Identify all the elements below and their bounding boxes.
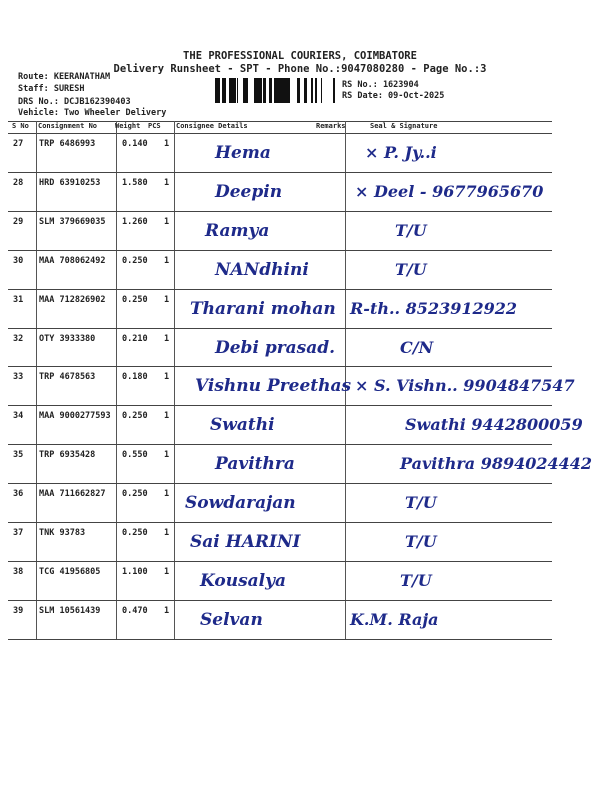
table-row xyxy=(8,172,552,210)
cell-pcs: 1 xyxy=(164,605,170,616)
cell-weight: 0.250 xyxy=(122,411,148,422)
barcode-bar xyxy=(311,78,313,103)
barcode-bar xyxy=(297,78,300,103)
cell-sno: 36 xyxy=(13,489,24,500)
cell-consignment-no: SLM 379669035 xyxy=(39,216,106,227)
barcode-bar xyxy=(222,78,225,103)
cell-sno: 27 xyxy=(13,139,24,149)
seal-signature: T/U xyxy=(395,259,427,279)
cell-weight: 0.180 xyxy=(122,372,148,383)
seal-signature: R-th.. 8523912922 xyxy=(350,298,517,318)
route-label: Route: KEERANATHAM xyxy=(18,72,111,82)
cell-consignment-no: OTY 3933380 xyxy=(39,333,96,344)
barcode-bar xyxy=(288,78,290,103)
rs-number: RS No.: 1623904 xyxy=(342,80,419,90)
cell-weight: 0.250 xyxy=(122,528,148,538)
cell-sno: 28 xyxy=(13,177,24,188)
barcode-bar xyxy=(304,78,307,103)
barcode-bar xyxy=(286,78,288,103)
table-row xyxy=(8,483,552,521)
consignee-handwritten-name: NANdhini xyxy=(215,259,309,280)
barcode-bar xyxy=(234,78,236,103)
col-weight: Weight xyxy=(115,122,141,130)
barcode-bar xyxy=(276,78,279,103)
barcode-bar xyxy=(254,78,256,103)
cell-pcs: 1 xyxy=(164,411,170,422)
cell-sno: 39 xyxy=(13,605,24,616)
cell-pcs: 1 xyxy=(164,294,170,305)
barcode-bar xyxy=(237,78,238,103)
consignee-handwritten-name: Sowdarajan xyxy=(185,493,296,514)
cell-sno: 29 xyxy=(13,216,24,227)
cell-consignment-no: TRP 6935428 xyxy=(39,450,96,461)
cell-weight: 0.250 xyxy=(122,489,148,500)
barcode-bar xyxy=(243,78,245,103)
cell-consignment-no: TRP 4678563 xyxy=(39,372,96,383)
table-row xyxy=(8,366,575,404)
seal-signature: × S. Vishn.. 9904847547 xyxy=(355,376,575,396)
barcode-bar xyxy=(245,78,246,103)
seal-signature: T/U xyxy=(400,570,432,590)
cell-consignment-no: MAA 9000277593 xyxy=(39,411,111,422)
barcode-bar xyxy=(229,78,231,103)
runsheet-title: THE PROFESSIONAL COURIERS, COIMBATORE xyxy=(183,50,417,62)
consignee-handwritten-name: Vishnu Preethas xyxy=(195,376,352,397)
barcode-bar xyxy=(231,78,234,103)
table-row xyxy=(8,444,593,482)
consignee-handwritten-name: Tharani mohan xyxy=(190,298,336,319)
table-row xyxy=(8,561,552,599)
barcode-bar xyxy=(282,78,283,103)
seal-signature: K.M. Raja xyxy=(350,609,439,629)
cell-weight: 1.100 xyxy=(122,566,148,577)
cell-consignment-no: TNK 93783 xyxy=(39,528,86,538)
barcode-bar xyxy=(279,78,282,103)
table-row xyxy=(8,328,552,366)
cell-weight: 1.580 xyxy=(122,177,148,188)
cell-weight: 0.250 xyxy=(122,294,148,305)
col-pcs: PCS xyxy=(148,122,161,130)
cell-sno: 37 xyxy=(13,528,24,538)
table-row xyxy=(8,289,552,327)
consignee-handwritten-name: Selvan xyxy=(200,609,263,630)
runsheet-subtitle: Delivery Runsheet - SPT - Phone No.:9047080280 - Page No.:3 xyxy=(113,63,487,75)
consignee-handwritten-name: Swathi xyxy=(210,415,275,436)
table-row xyxy=(8,211,552,249)
consignee-handwritten-name: Hema xyxy=(215,143,271,163)
cell-weight: 0.250 xyxy=(122,255,148,266)
cell-consignment-no: HRD 63910253 xyxy=(39,177,101,188)
barcode-bar xyxy=(283,78,286,103)
cell-pcs: 1 xyxy=(164,450,170,461)
cell-sno: 38 xyxy=(13,566,24,577)
barcode-bar xyxy=(315,78,316,103)
cell-sno: 31 xyxy=(13,294,24,305)
cell-pcs: 1 xyxy=(164,177,170,188)
consignee-handwritten-name: Pavithra xyxy=(215,454,295,475)
barcode-bar xyxy=(225,78,226,103)
rs-date: RS Date: 09-Oct-2025 xyxy=(342,91,445,101)
consignee-handwritten-name: Ramya xyxy=(205,220,270,241)
staff-label: Staff: SURESH xyxy=(18,84,85,94)
col-consignment: Consignment No xyxy=(38,122,98,130)
seal-signature: T/U xyxy=(405,532,437,551)
seal-signature: C/N xyxy=(400,337,434,357)
col-consignee: Consignee Details xyxy=(176,122,248,130)
cell-consignment-no: TRP 6486993 xyxy=(39,139,96,149)
barcode-image xyxy=(215,78,335,103)
barcode-bar xyxy=(333,78,335,103)
table-row xyxy=(8,600,552,638)
row-divider xyxy=(8,639,552,640)
cell-pcs: 1 xyxy=(164,216,170,227)
cell-weight: 0.550 xyxy=(122,450,148,461)
cell-pcs: 1 xyxy=(164,489,170,500)
table-row xyxy=(8,133,552,171)
barcode-bar xyxy=(217,78,219,103)
barcode-bar xyxy=(269,78,272,103)
barcode-bar xyxy=(321,78,322,103)
barcode-bar xyxy=(274,78,276,103)
seal-signature: Swathi 9442800059 xyxy=(405,415,583,435)
cell-sno: 30 xyxy=(13,255,24,266)
barcode-bar xyxy=(215,78,217,103)
drs-label: DRS No.: DCJB162390403 xyxy=(18,97,131,107)
barcode-bar xyxy=(246,78,248,103)
table-row xyxy=(8,250,552,288)
consignee-handwritten-name: Kousalya xyxy=(200,570,287,591)
cell-consignment-no: SLM 10561439 xyxy=(39,605,101,616)
barcode-bar xyxy=(259,78,262,103)
cell-pcs: 1 xyxy=(164,333,170,344)
cell-weight: 0.140 xyxy=(122,139,148,149)
cell-weight: 1.260 xyxy=(122,216,148,227)
cell-weight: 0.470 xyxy=(122,605,148,616)
cell-pcs: 1 xyxy=(164,255,170,266)
cell-pcs: 1 xyxy=(164,528,170,538)
cell-sno: 34 xyxy=(13,411,24,422)
table-row xyxy=(8,522,552,560)
vehicle-label: Vehicle: Two Wheeler Delivery xyxy=(18,108,167,118)
cell-consignment-no: MAA 711662827 xyxy=(39,489,106,500)
cell-sno: 32 xyxy=(13,333,24,344)
barcode-bar xyxy=(316,78,317,103)
seal-signature: Pavithra 9894024442 xyxy=(400,454,593,474)
seal-signature: T/U xyxy=(395,220,427,240)
seal-signature: × P. Jy..i xyxy=(365,143,437,162)
barcode-bar xyxy=(256,78,259,103)
cell-consignment-no: MAA 708062492 xyxy=(39,255,106,266)
cell-consignment-no: MAA 712826902 xyxy=(39,294,106,305)
consignee-handwritten-name: Deepin xyxy=(215,181,283,202)
cell-weight: 0.210 xyxy=(122,333,148,344)
consignee-handwritten-name: Debi prasad. xyxy=(215,337,336,358)
col-remarks: Remarks xyxy=(316,122,346,130)
cell-pcs: 1 xyxy=(164,372,170,383)
barcode-bar xyxy=(219,78,220,103)
barcode-bar xyxy=(263,78,266,103)
seal-signature: T/U xyxy=(405,493,437,513)
col-sno: S No xyxy=(12,122,29,130)
consignee-handwritten-name: Sai HARINI xyxy=(190,532,301,552)
table-row xyxy=(8,405,583,443)
cell-pcs: 1 xyxy=(164,566,170,577)
col-signature: Seal & Signature xyxy=(370,122,438,130)
cell-sno: 35 xyxy=(13,450,24,461)
seal-signature: × Deel - 9677965670 xyxy=(355,181,544,201)
cell-pcs: 1 xyxy=(164,139,170,149)
cell-sno: 33 xyxy=(13,372,24,383)
cell-consignment-no: TCG 41956805 xyxy=(39,566,101,577)
